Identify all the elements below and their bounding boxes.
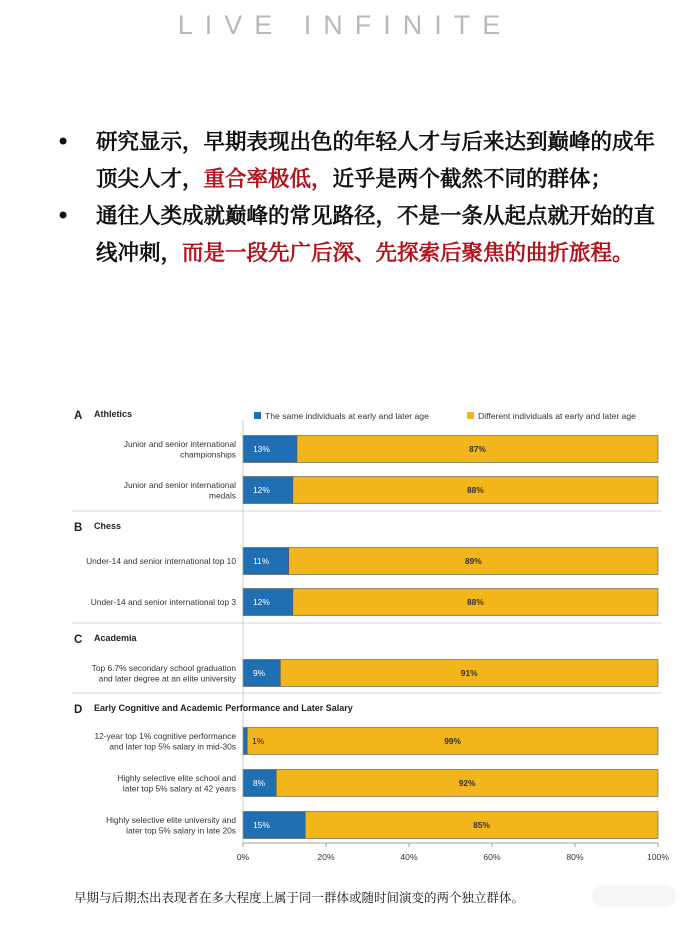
value-label-different-D3: 85% — [473, 820, 491, 830]
row-label-B1-line-1: Under-14 and senior international top 10 — [86, 556, 236, 566]
group-title-B: Chess — [94, 521, 122, 531]
bullet-text-1 — [96, 124, 656, 198]
value-label-same-A2: 12% — [253, 485, 270, 495]
row-label-D2-line-1: Highly selective elite school and — [117, 772, 236, 783]
bullet-2-highlight: 而是一段先广后深、先探索后聚焦的曲折旅程。 — [182, 241, 634, 266]
value-label-same-D2: 8% — [253, 778, 266, 788]
group-letter-D: D — [74, 704, 83, 716]
group-letter-B: B — [74, 522, 83, 534]
bullet-item-2 — [56, 198, 656, 272]
bullet-2-part-1: 通往人类成就巅峰的常见路径，不是一条从起点就开始的直线冲刺， — [96, 204, 656, 266]
x-tick-label-2: 20% — [317, 852, 335, 862]
row-label-D1-line-2: and later top 5% salary in mid-30s — [109, 741, 236, 752]
bar-same-D1 — [243, 728, 247, 755]
row-label-C1-line-1: Top 6.7% secondary school graduation — [91, 662, 236, 673]
row-label-D3-line-2: later top 5% salary in late 20s — [126, 825, 236, 836]
brand-header: LIVE INFINITE — [177, 10, 513, 40]
value-label-same-B1: 11% — [253, 556, 270, 566]
x-tick-label-1: 0% — [236, 852, 250, 862]
row-label-C1-line-2: and later degree at an elite university — [98, 673, 236, 684]
bullet-dot: • — [56, 128, 71, 156]
value-label-same-B2: 12% — [253, 597, 270, 607]
group-letter-C: C — [74, 634, 83, 646]
group-title-D: Early Cognitive and Academic Performance and Later Salary — [94, 703, 353, 713]
legend-swatch-2 — [467, 412, 474, 419]
row-label-D2-line-2: later top 5% salary at 42 years — [122, 783, 236, 794]
bullet-list — [56, 124, 656, 272]
x-tick-label-6: 100% — [647, 852, 669, 862]
value-label-different-B1: 89% — [464, 556, 482, 566]
watermark-badge — [592, 885, 676, 907]
value-label-same-A1: 13% — [253, 444, 270, 454]
x-tick-label-3: 40% — [400, 852, 418, 862]
legend-label-2: Different individuals at early and later age — [478, 411, 636, 421]
row-label-B2-line-1: Under-14 and senior international top 3 — [90, 597, 236, 607]
value-label-different-A1: 87% — [469, 444, 486, 454]
row-label-D1-line-1: 12-year top 1% cognitive performance — [94, 730, 236, 741]
value-label-different-D2: 92% — [458, 778, 476, 788]
row-label-A2-line-2: medals — [209, 490, 236, 501]
bullet-1-part-1: 研究显示，早期表现出色的年轻人才与后来达到巅峰的成年顶尖人才， — [96, 130, 656, 192]
group-letter-A: A — [74, 410, 83, 422]
bullet-item-1 — [56, 124, 656, 198]
value-label-same-D3: 15% — [253, 820, 270, 830]
row-label-A1-line-2: championships — [180, 449, 236, 460]
value-label-different-C1: 91% — [460, 668, 478, 678]
value-label-different-B2: 88% — [467, 597, 484, 607]
value-label-same-D1: 1% — [252, 736, 265, 746]
bullet-1-part-3: 近乎是两个截然不同的群体； — [332, 167, 613, 192]
stacked-bar-chart — [0, 395, 690, 875]
value-label-same-C1: 9% — [253, 668, 266, 678]
row-label-D3-line-1: Highly selective elite university and — [106, 814, 236, 825]
value-label-different-D1: 99% — [444, 736, 461, 746]
value-label-different-A2: 88% — [467, 485, 484, 495]
bullet-1-highlight: 重合率极低， — [203, 167, 333, 192]
legend-swatch-1 — [254, 412, 261, 419]
group-title-C: Academia — [94, 633, 137, 643]
x-tick-label-5: 80% — [566, 852, 584, 862]
x-tick-label-4: 60% — [483, 852, 501, 862]
row-label-A1-line-1: Junior and senior international — [123, 438, 236, 449]
group-title-A: Athletics — [94, 409, 133, 419]
bullet-dot: • — [56, 202, 71, 230]
chart-caption: 早期与后期杰出表现者在多大程度上属于同一群体或随时间演变的两个独立群体。 — [74, 890, 525, 905]
bar-same-A1 — [243, 436, 297, 463]
row-label-A2-line-1: Junior and senior international — [123, 479, 236, 490]
legend-label-1: The same individuals at early and later age — [265, 411, 429, 421]
bullet-text-2 — [96, 198, 656, 272]
